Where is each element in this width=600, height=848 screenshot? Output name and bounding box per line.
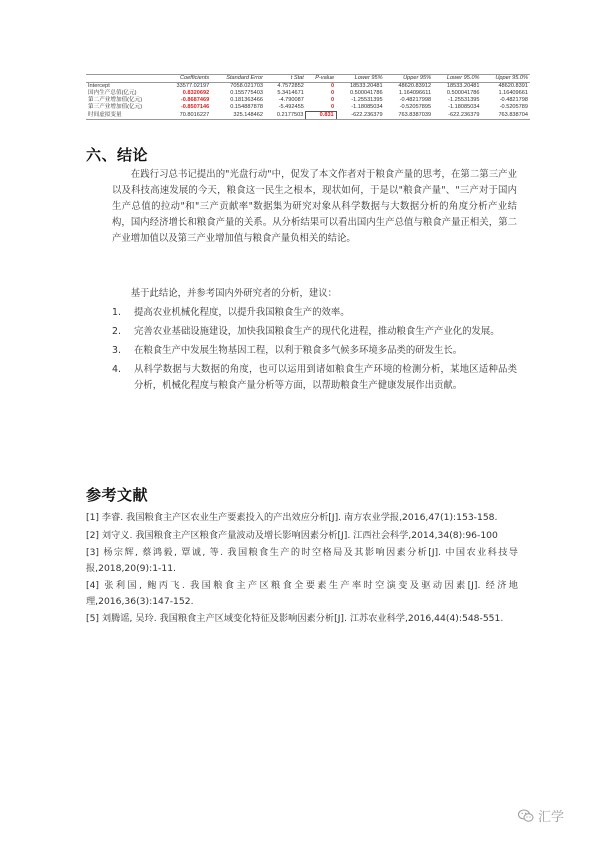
- table-cell: -4.790087: [278, 97, 304, 103]
- list-item: [112, 343, 517, 359]
- reference-list: [86, 510, 518, 629]
- list-item: [112, 305, 517, 321]
- table-cell: 0.155775403: [230, 90, 263, 96]
- table-cell: 时间虚拟变量: [86, 112, 163, 120]
- list-item: [112, 362, 517, 394]
- table-cell: 0.154887878: [230, 104, 263, 111]
- table-row: [86, 90, 530, 97]
- list-number: 4.: [112, 364, 121, 375]
- table-header-row: [86, 75, 530, 83]
- watermark-text: 汇学: [537, 810, 564, 825]
- list-item: [112, 324, 517, 340]
- table-cell: 70.8016227: [163, 112, 211, 120]
- table-cell: -1.18085034: [351, 104, 383, 111]
- table-cell: 0.831: [306, 112, 336, 120]
- table-cell: 18533.20481: [446, 83, 480, 89]
- table-cell: -0.4821798: [499, 97, 528, 103]
- wechat-icon: [518, 809, 534, 823]
- table-cell: 0.500041786: [446, 90, 480, 96]
- column-header: t Stat: [265, 75, 306, 83]
- column-header: Upper 95%: [385, 75, 433, 83]
- column-header: P-value: [306, 75, 336, 83]
- column-header: Lower 95%: [336, 75, 384, 83]
- reference-item: [5] 刘腾谣, 吴玲. 我国粮食主产区域变化特征及影响因素分析[J]. 江苏农业科学,2016,44(4):548-551.: [86, 613, 504, 624]
- table-cell: 1.16409661: [498, 90, 528, 96]
- section-heading-conclusion: 六、结论: [86, 146, 149, 164]
- table-cell: 1.164096611: [398, 90, 432, 96]
- table-cell: 0.8320692: [182, 90, 210, 96]
- table-cell: 5.3414671: [277, 90, 304, 96]
- list-number: 2.: [112, 326, 121, 337]
- table-cell: -0.52057895: [399, 104, 432, 111]
- table-row: [86, 104, 530, 112]
- reference-item: [3] 杨宗辉, 蔡鸿毅, 覃诚, 等. 我国粮食生产的时空格局及其影响因素分析[J]. 中国农业科技导报,2018,20(9):1-11.: [86, 547, 518, 574]
- table-cell: 0.181363466: [230, 97, 263, 103]
- table-cell: -1.25531395: [351, 97, 383, 103]
- column-header: Coefficients: [163, 75, 211, 83]
- conclusion-paragraph: 在践行习总书记提出的"光盘行动"中，促发了本文作者对于粮食产量的思考，在第二第三产业以及科技高速发展的今天，粮食这一民生之根本，现状如何，于是以"粮食产量"、"三产对于国内生产总值的拉动"和"三产贡献率"数据集为研究对象从科学数据与大数据分析的角度分析产业结构，国内经济增长和粮食产量的关系。从分析结果可以看出国内生产总值与粮食产量正相关，第二产业增加值以及第三产业增加值与粮食产量负相关的结论。: [112, 169, 517, 244]
- table-cell: -622.236379: [336, 112, 384, 120]
- regression-table: [86, 74, 530, 120]
- table-cell: 0: [331, 83, 335, 89]
- column-header: Upper 95.0%: [482, 75, 530, 83]
- table-cell: 0: [331, 90, 335, 96]
- reference-item: [2] 刘守义. 我国粮食主产区粮食产量波动及增长影响因素分析[J]. 江西社会科学,2014,34(8):96-100: [86, 529, 498, 541]
- table-cell: 第二产业增加值(亿元): [88, 97, 143, 103]
- table-cell: 国内生产总值(亿元): [88, 90, 137, 96]
- section-heading-references: 参考文献: [86, 486, 149, 504]
- table-cell: 48620.83912: [398, 83, 432, 89]
- table-cell: 33577.02197: [176, 83, 210, 89]
- table-cell: 4.7572852: [277, 83, 304, 89]
- table-cell: -5.492455: [278, 104, 304, 111]
- table-row: [86, 83, 530, 91]
- reference-item: [4] 张利国, 鲍丙飞. 我国粮食主产区粮食全要素生产率时空演变及驱动因素[J]. 经济地理,2016,36(3):147-152.: [86, 580, 518, 607]
- table-cell: 0.500041786: [349, 90, 383, 96]
- table-cell: -1.25531395: [448, 97, 480, 103]
- table-cell: -0.48217998: [399, 97, 432, 103]
- table-cell: 0: [331, 97, 335, 103]
- table-cell: Intercept: [88, 83, 110, 89]
- table-cell: -0.5205789: [499, 104, 528, 111]
- list-number: 1.: [112, 307, 121, 318]
- table-cell: -622.236379: [433, 112, 481, 120]
- table-cell: 18533.20481: [349, 83, 383, 89]
- suggestion-list: [112, 305, 517, 397]
- table-cell: 0: [331, 104, 335, 110]
- list-item-text: 提高农业机械化程度，以提升我国粮食生产的效率。: [134, 307, 350, 318]
- list-item-text: 在粮食生产中发展生物基因工程，以利于粮食多气候多环境多品类的研发生长。: [134, 345, 463, 356]
- table-cell: 763.838704: [482, 112, 530, 120]
- table-cell: 7058.021703: [230, 83, 263, 89]
- watermark: [518, 806, 564, 825]
- table-cell: 第三产业增加值(亿元): [88, 104, 143, 111]
- column-header: [86, 75, 163, 83]
- table-cell: 325.148462: [211, 112, 265, 120]
- table-cell: -1.18085034: [448, 104, 480, 111]
- table-cell: 0.2177503: [265, 112, 306, 120]
- list-item-text: 从科学数据与大数据的角度，也可以运用到诸如粮食生产环境的检测分析，某地区适种品类分析，机械化程度与粮食产量分析等方面，以帮助粮食生产健康发展作出贡献。: [134, 364, 517, 391]
- table-cell: 763.8387039: [385, 112, 433, 120]
- table-cell: -0.8687469: [180, 97, 210, 103]
- list-item-text: 完善农业基础设施建设，加快我国粮食生产的现代化进程，推动粮食生产产业化的发展。: [134, 326, 500, 337]
- column-header: Standard Error: [211, 75, 265, 83]
- list-number: 3.: [112, 345, 121, 356]
- suggestion-intro: 基于此结论，并参考国内外研究者的分析，建议：: [130, 288, 338, 299]
- reference-item: [1] 李睿. 我国粮食主产区农业生产要素投入的产出效应分析[J]. 南方农业学报,2016,47(1):153-158.: [86, 512, 498, 523]
- table-cell: 48620.8391: [498, 83, 528, 89]
- table-row: [86, 112, 530, 120]
- column-header: Lower 95.0%: [433, 75, 481, 83]
- table-row: [86, 97, 530, 104]
- table-cell: -0.8507146: [180, 104, 210, 111]
